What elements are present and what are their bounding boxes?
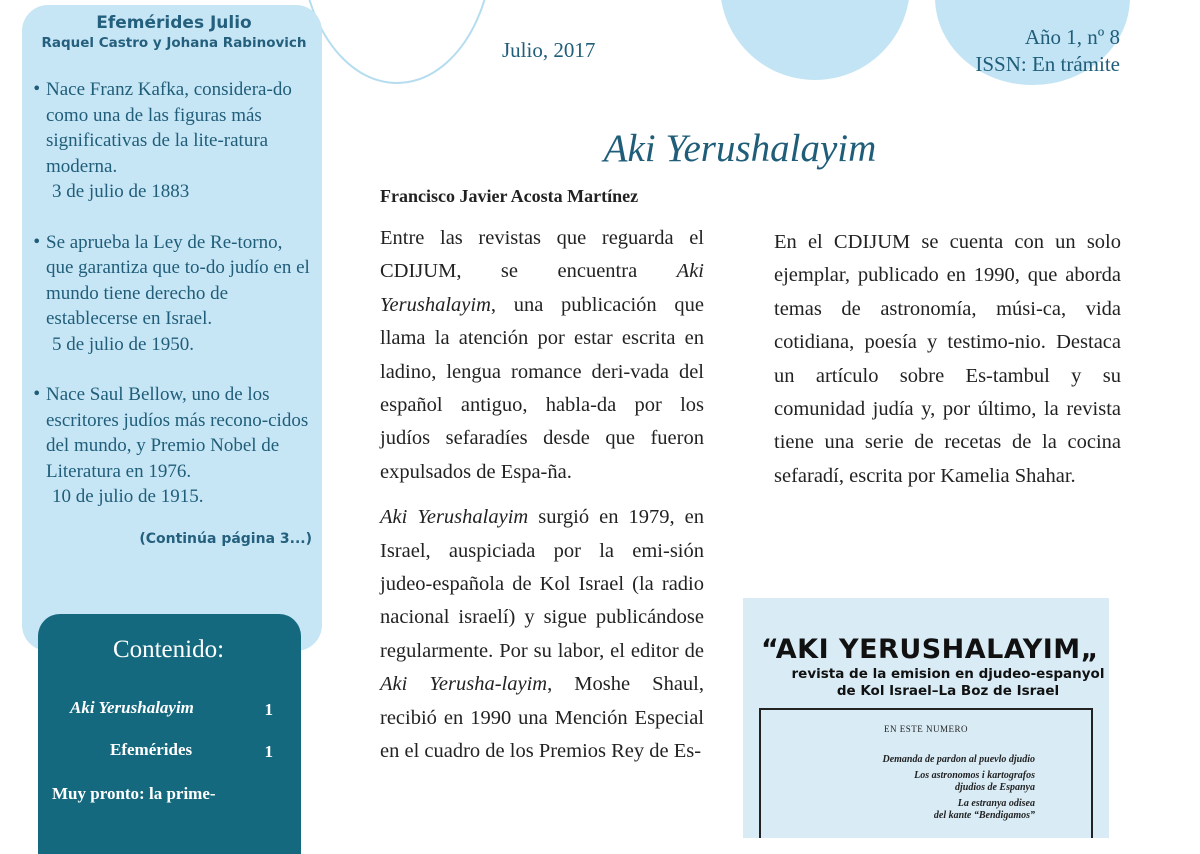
toc-entry-label: Efemérides: [110, 740, 193, 759]
cover-subtitle: revista de la emision en djudeo-espanyol de Kol Israel–La Boz de Israel: [791, 666, 1105, 699]
cover-contents-item: del kante “Bendigamos”: [933, 810, 1035, 821]
cover-contents-box: [759, 708, 1093, 838]
efemerides-item-text: Se aprueba la Ley de Re-torno, que garantiza que to-do judío en el mundo tiene derecho de establecerse en Israel.: [46, 231, 310, 329]
decorative-circle-outline: [300, 0, 494, 84]
efemerides-authors: Raquel Castro y Johana Rabinovich: [41, 35, 307, 51]
article-title: Aki Yerushalayim: [603, 127, 877, 170]
cover-contents-item: La estranya odisea: [957, 797, 1035, 809]
efemerides-item: [32, 382, 312, 510]
efemerides-item-date: 3 de julio de 1883: [52, 181, 190, 202]
article-column-left: [380, 222, 704, 781]
continue-link[interactable]: (Continúa página 3...): [139, 530, 312, 547]
toc-entry-label: Aki Yerushalayim: [70, 698, 194, 717]
cover-contents-item: Demanda de pardon al puevlo djudio: [882, 754, 1035, 765]
issue-info: [975, 24, 1120, 78]
bullet-icon: •: [32, 231, 42, 251]
efemerides-item: [32, 77, 312, 205]
contents-title: Contenido:: [112, 636, 225, 663]
cover-contents-heading: EN ESTE NUMERO: [884, 724, 968, 734]
efemerides-item-text: Nace Franz Kafka, considera-do como una de las figuras más significativas de la lite-ratura moderna.: [46, 79, 292, 177]
magazine-cover-image: [743, 598, 1109, 838]
efemerides-title: Efemérides Julio: [96, 13, 252, 33]
article-column-right: [774, 226, 1121, 505]
cover-contents-list: [882, 754, 1035, 823]
efemerides-item-text: Nace Saul Bellow, uno de los escritores judíos más recono-cidos del mundo, y Premio Nobel de Literatura en 1976.: [46, 384, 309, 482]
cover-title: “AKI YERUSHALAYIM„: [761, 634, 1099, 665]
bullet-icon: •: [32, 384, 42, 403]
toc-upcoming-note: Muy pronto: la prime-: [52, 784, 216, 803]
decorative-circle: [720, 0, 910, 80]
article-paragraph: Entre las revistas que reguarda el CDIJUM, se encuentra Aki Yerushalayim, una publicación que llama la atención por estar escrita en ladino, lengua romance deri-vada del español antiguo, habla-da por los judíos sefaradíes desde que fueron expulsados de Espa-ña.: [380, 227, 704, 483]
cover-contents-item: djudios de Espanya: [954, 782, 1035, 793]
efemerides-item-date: 10 de julio de 1915.: [52, 486, 204, 507]
bullet-icon: •: [32, 79, 42, 98]
toc-entry[interactable]: [52, 740, 285, 782]
article-paragraph: Aki Yerushalayim surgió en 1979, en Israel, auspiciada por la emi-sión judeo-española de Kol Israel (la radio nacional israelí) y sigue publicándose regularmente. Por su labor, el editor de Aki Yerusha-layim, Moshe Shaul, recibió en 1990 una Mención Especial en el cuadro de los Premios Rey de Es-: [380, 506, 705, 763]
article-paragraph: En el CDIJUM se cuenta con un solo ejemplar, publicado en 1990, que aborda temas de astronomía, músi-ca, vida cotidiana, poesía y testimo-nio. Destaca un artículo sobre Es-tambul y su comunidad judía y, por último, la revista tiene una serie de recetas de la cocina sefaradí, escrita por Kamelia Shahar.: [774, 231, 1121, 487]
issn: ISSN: En trámite: [975, 52, 1120, 76]
efemerides-list: [32, 77, 312, 510]
toc-entry-page: 1: [264, 700, 273, 719]
efemerides-item-date: 5 de julio de 1950.: [52, 333, 194, 355]
toc-entry[interactable]: [52, 698, 285, 740]
issue-number: Año 1, nº 8: [1024, 25, 1120, 49]
contents-box: [38, 614, 301, 854]
cover-contents-item: Los astronomos i kartografos: [914, 769, 1035, 781]
article-author: Francisco Javier Acosta Martínez: [380, 186, 639, 206]
efemerides-item: [32, 230, 312, 358]
issue-date: Julio, 2017: [502, 38, 596, 62]
efemerides-sidebar: [22, 5, 322, 651]
toc-entry-page: 1: [264, 742, 273, 761]
